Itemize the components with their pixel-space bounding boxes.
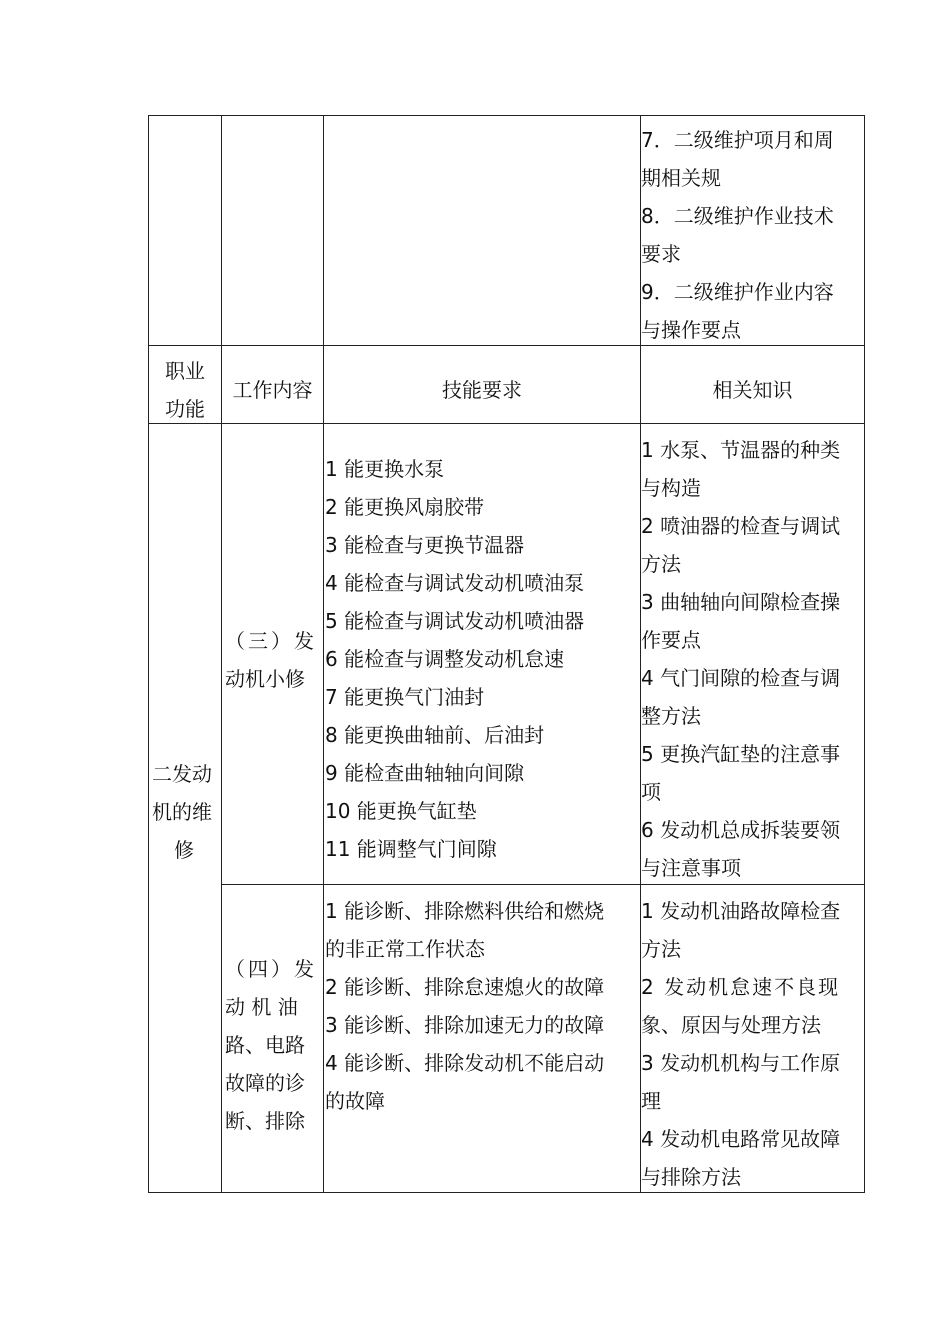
function-line: 修 [174,838,194,862]
knowledge-line: 理 [641,1089,661,1113]
work-line: 故障的诊 [225,1071,305,1095]
knowledge-line: 2 喷油器的检查与调试 [641,514,841,538]
knowledge-line: 与注意事项 [641,856,741,880]
work-line: （三）发 [225,629,317,653]
skill-item: 2 能更换风扇胶带 [325,495,485,519]
table-border-left [148,115,149,1193]
skill-item: 4 能检查与调试发动机喷油泵 [325,571,585,595]
col-divider-1 [221,115,222,1193]
header-knowledge-label: 相关知识 [712,378,793,402]
work-line: 路、电路 [225,1033,305,1057]
skill-item: 1 能更换水泵 [325,457,445,481]
skill-item: 11 能调整气门间隙 [325,837,497,861]
table-border-top [148,115,865,116]
header-skill-label: 技能要求 [442,378,522,402]
knowledge-line: 与构造 [641,476,701,500]
skill-item: 3 能诊断、排除加速无力的故障 [325,1013,605,1037]
knowledge-line: 方法 [641,552,681,576]
col-divider-2 [323,115,324,1193]
knowledge-line: 5 更换汽缸垫的注意事 [641,742,841,766]
table-border-right [864,115,865,1193]
header-related-knowledge [641,371,864,409]
knowledge-line: 7．二级维护项月和周 [641,128,834,152]
function-line: 二发动 [152,762,212,786]
section4-skills-cell [325,892,604,1120]
knowledge-line: 项 [641,780,661,804]
header-skill-requirements [324,371,640,409]
work-line: 断、排除 [225,1109,305,1133]
header-function-line: 职业 [165,359,205,383]
skill-item: 的故障 [325,1089,385,1113]
skill-item: 2 能诊断、排除怠速熄火的故障 [325,975,605,999]
knowledge-line: 8．二级维护作业技术 [641,204,834,228]
knowledge-line: 1 水泵、节温器的种类 [641,438,841,462]
header-work-content [222,371,323,409]
knowledge-line: 期相关规 [641,166,721,190]
knowledge-line: 2 发动机怠速不良现 [641,975,841,999]
skill-item: 的非正常工作状态 [325,937,485,961]
skill-item: 7 能更换气门油封 [325,685,485,709]
function-cell [152,755,212,869]
knowledge-line: 3 曲轴轴向间隙检查操 [641,590,841,614]
knowledge-line: 象、原因与处理方法 [641,1013,821,1037]
work-line: （四）发 [225,957,317,981]
skill-item: 9 能检查曲轴轴向间隙 [325,761,525,785]
skill-item: 10 能更换气缸垫 [325,799,477,823]
knowledge-line: 作要点 [641,628,701,652]
top-knowledge-cell [641,121,834,349]
knowledge-line: 4 气门间隙的检查与调 [641,666,841,690]
work-line: 动机小修 [225,667,305,691]
knowledge-line: 要求 [641,242,681,266]
section3-skills-cell [325,450,584,868]
header-function [149,352,221,428]
knowledge-line: 1 发动机油路故障检查 [641,899,841,923]
knowledge-line: 9．二级维护作业内容 [641,280,834,304]
skill-item: 5 能检查与调试发动机喷油器 [325,609,585,633]
section3-work-cell [225,622,317,698]
knowledge-line: 4 发动机电路常见故障 [641,1127,841,1151]
knowledge-line: 6 发动机总成拆装要领 [641,818,841,842]
header-function-line: 功能 [165,397,205,421]
work-line: 动 机 油 [225,995,298,1019]
knowledge-line: 方法 [641,937,681,961]
knowledge-line: 与操作要点 [641,318,741,342]
skill-item: 1 能诊断、排除燃料供给和燃烧 [325,899,605,923]
section3-knowledge-cell [641,431,840,887]
function-line: 机的维 [152,800,212,824]
knowledge-line: 3 发动机机构与工作原 [641,1051,841,1075]
header-work-content-label: 工作内容 [232,378,313,402]
knowledge-line: 与排除方法 [641,1165,741,1189]
skill-item: 8 能更换曲轴前、后油封 [325,723,545,747]
section4-work-cell [225,950,317,1140]
skill-item: 4 能诊断、排除发动机不能启动 [325,1051,605,1075]
section4-knowledge-cell [641,892,840,1196]
knowledge-line: 整方法 [641,704,701,728]
skill-item: 6 能检查与调整发动机怠速 [325,647,565,671]
row-divider-header-bottom [148,423,865,424]
skill-item: 3 能检查与更换节温器 [325,533,525,557]
